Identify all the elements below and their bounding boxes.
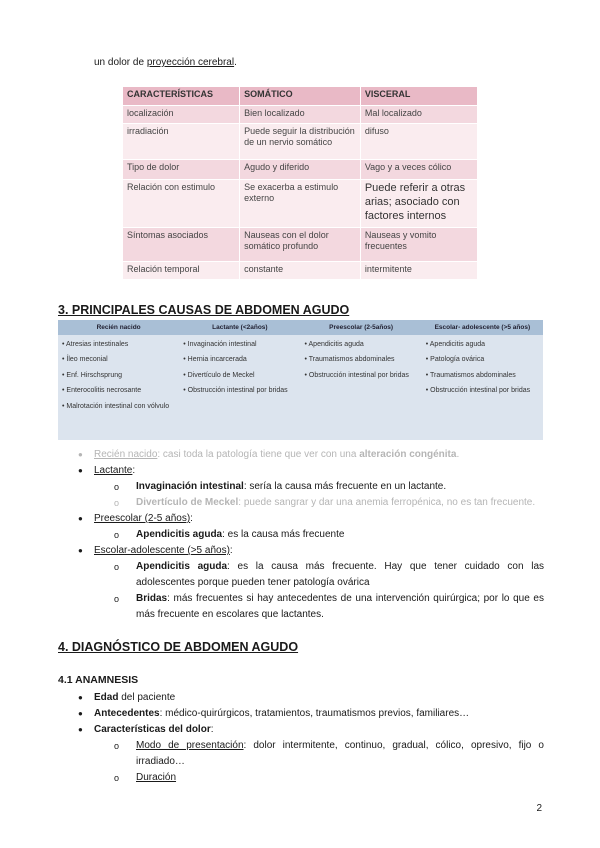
list-item: • Traumatismos abdominales [425, 371, 516, 379]
intro-suffix: . [234, 57, 237, 68]
table-row [123, 106, 478, 124]
table-cell: Agudo y diferido [240, 160, 361, 180]
causes-by-age-table [58, 320, 543, 440]
table-row [123, 124, 478, 160]
intro-prefix: un dolor de [94, 57, 147, 68]
header-cell: SOMÁTICO [240, 87, 361, 106]
table-cell: Vago y a veces cólico [360, 160, 477, 180]
causes-list [78, 447, 544, 623]
sub-item-meckel: o Divertículo de Meckel: puede sangrar y dar una anemia ferropénica, no es tan frecuente. [114, 495, 544, 511]
list-item: • Enf. Hirschsprung [62, 371, 123, 379]
list-item: • Patología ovárica [425, 356, 485, 364]
list-item: • Enterocolitis necrosante [62, 387, 142, 395]
sub-item-appendicitis: o Apendicitis aguda: es la causa más frecuente [114, 527, 544, 543]
list-item: • Atresias intestinales [62, 341, 129, 348]
list-item: • Malrotación intestinal con vólvulo [62, 402, 170, 410]
table-header-row [123, 87, 478, 106]
table-row [123, 228, 478, 262]
causes-column-preschool [301, 335, 422, 417]
list-item-newborn: ● Recién nacido: casi toda la patología tiene que ver con una alteración congénita. [78, 447, 544, 463]
causes-column-infant [179, 335, 300, 417]
causes-header-cell: Escolar- adolescente (>5 años) [434, 324, 531, 331]
section-3-title: 3. PRINCIPALES CAUSAS DE ABDOMEN AGUDO [58, 303, 350, 317]
table-cell: Síntomas asociados [123, 228, 240, 262]
causes-header-row [58, 320, 543, 335]
table-cell: Tipo de dolor [123, 160, 240, 180]
header-cell: CARACTERÍSTICAS [123, 87, 240, 106]
list-item-history: ● Antecedentes: médico-quirúrgicos, tratamientos, traumatismos previos, familiares… [78, 706, 544, 722]
table-cell: Relación con estimulo [123, 180, 240, 228]
header-cell: VISCERAL [360, 87, 477, 106]
table-cell: localización [123, 106, 240, 124]
table-cell: Mal localizado [360, 106, 477, 124]
table-cell: intermitente [360, 262, 477, 280]
list-item: • Traumatismos abdominales [304, 356, 395, 364]
table-cell: Puede referir a otras arias; asociado con factores internos [360, 180, 477, 228]
table-cell: Bien localizado [240, 106, 361, 124]
list-item: • Apendicitis aguda [304, 341, 364, 348]
page-number: 2 [536, 803, 542, 814]
section-4-title: 4. DIAGNÓSTICO DE ABDOMEN AGUDO [58, 640, 299, 654]
table-cell: Nauseas y vomito frecuentes [360, 228, 477, 262]
sub-item-duration: o Duración [114, 770, 544, 786]
table-cell: difuso [360, 124, 477, 160]
table-cell: constante [240, 262, 361, 280]
list-item: • Obstrucción intestinal por bridas [425, 387, 531, 395]
table-row [123, 262, 478, 280]
sub-item-bridas: o Bridas: más frecuentes si hay antecedentes de una intervención quirúrgica; por lo que es más frecuente en escolares que lactantes. [114, 591, 544, 623]
causes-header-cell: Preescolar (2-5años) [329, 324, 394, 331]
list-item: • Hernia incarcerada [183, 356, 247, 364]
list-item: • Obstrucción intestinal por bridas [183, 387, 288, 395]
list-item: • Obstrucción intestinal por bridas [304, 371, 409, 379]
list-item: • Íleo meconial [62, 356, 108, 364]
table-row [123, 160, 478, 180]
causes-column-school [422, 335, 543, 417]
list-item-school: ● Escolar-adolescente (>5 años): [78, 543, 544, 559]
anamnesis-list [78, 690, 544, 786]
table-cell: Relación temporal [123, 262, 240, 280]
causes-header-cell: Recién nacido [96, 324, 141, 331]
sub-item-appendicitis-school: o Apendicitis aguda: es la causa más frecuente. Hay que tener cuidado con las adolescentes porque pueden tener patología ovárica [114, 559, 544, 591]
pain-comparison-table [122, 86, 478, 280]
section-4-1-title: 4.1 ANAMNESIS [58, 674, 139, 686]
intro-line [94, 57, 237, 68]
list-item-infant: ● Lactante: [78, 463, 544, 479]
table-cell: irradiación [123, 124, 240, 160]
causes-column-newborn [58, 335, 179, 417]
sub-item-presentation: o Modo de presentación: dolor intermitente, continuo, gradual, cólico, opresivo, fijo o irradiado… [114, 738, 544, 770]
list-item-preschool: ● Preescolar (2-5 años): [78, 511, 544, 527]
causes-header-cell: Lactante (<2años) [212, 324, 268, 331]
list-item-pain: ● Características del dolor: [78, 722, 544, 738]
table-row [123, 180, 478, 228]
list-item-age: ● Edad del paciente [78, 690, 544, 706]
intro-term: proyección cerebral [146, 57, 235, 68]
sub-item-invagination: o Invaginación intestinal: sería la causa más frecuente en un lactante. [114, 479, 544, 495]
table-cell: Puede seguir la distribución de un nervio somático [240, 124, 361, 160]
table-cell: Se exacerba a estimulo externo [240, 180, 361, 228]
table-cell: Nauseas con el dolor somático profundo [240, 228, 361, 262]
list-item: • Apendicitis aguda [425, 341, 486, 348]
list-item: • Divertículo de Meckel [183, 371, 255, 379]
list-item: • Invaginación intestinal [183, 341, 257, 348]
